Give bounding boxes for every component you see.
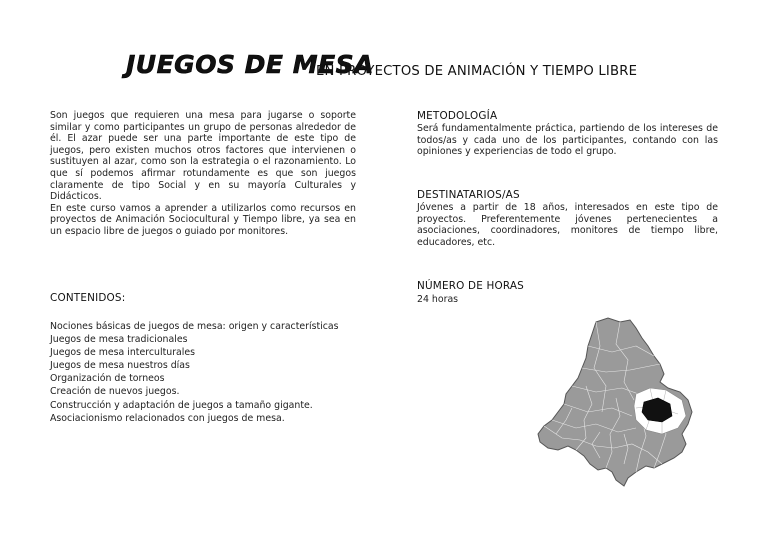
contenidos-list xyxy=(50,320,360,425)
title-main: JUEGOS DE MESA xyxy=(126,50,375,79)
intro-paragraph-2: En este curso vamos a aprender a utilizarlos como recursos en proyectos de Animación Sociocultural y Tiempo libre, ya sea en un espacio libre de juegos o guiado por monitores. xyxy=(50,202,356,237)
contenidos-item: Nociones básicas de juegos de mesa: origen y características xyxy=(50,321,339,332)
contenidos-item: Creación de nuevos juegos. xyxy=(50,386,180,398)
horas-heading: NÚMERO DE HORAS xyxy=(417,280,524,292)
contenidos-item: Construcción y adaptación de juegos a tamaño gigante. xyxy=(50,399,313,411)
contenidos-item: Juegos de mesa interculturales xyxy=(50,347,196,359)
contenidos-item: Juegos de mesa tradicionales xyxy=(50,334,188,346)
page-title xyxy=(126,50,726,84)
contenidos-item: Juegos de mesa nuestros días xyxy=(50,360,190,372)
contenidos-item: Asociacionismo relacionados con juegos de mesa. xyxy=(50,412,285,424)
destinatarios-text: Jóvenes a partir de 18 años, interesados en este tipo de proyectos. Preferentemente jóvenes pertenecientes a asociaciones, coordinadores, monitores de tiempo libre, educadores, etc. xyxy=(417,202,718,248)
contenidos-item: Organización de torneos xyxy=(50,373,165,385)
intro-paragraph-1: Son juegos que requieren una mesa para jugarse o soporte similar y como participantes un grupo de personas alrededor de él. El azar puede ser una parte importante de este tipo de juegos, pero existen muchos otros factores que intervienen o sustituyen al azar, como son la estrategia o el razonamiento. Lo que sí podemos afirmar rotundamente es que son juegos claramente de tipo Social y en su mayoría Culturales y Didácticos. xyxy=(50,110,356,203)
horas-value: 24 horas xyxy=(417,294,459,305)
metodologia-heading: METODOLOGÍA xyxy=(417,110,498,122)
title-subtitle: EN PROYECTOS DE ANIMACIÓN Y TIEMPO LIBRE xyxy=(316,64,638,79)
destinatarios-heading: DESTINATARIOS/AS xyxy=(417,189,520,201)
metodologia-text: Será fundamentalmente práctica, partiendo de los intereses de todos/as y cada uno de los participantes, contando con las opiniones y experiencias de todo el grupo. xyxy=(417,123,718,158)
contenidos-heading: CONTENIDOS: xyxy=(50,292,126,304)
intro-text xyxy=(50,110,356,238)
region-map-image xyxy=(536,316,696,488)
